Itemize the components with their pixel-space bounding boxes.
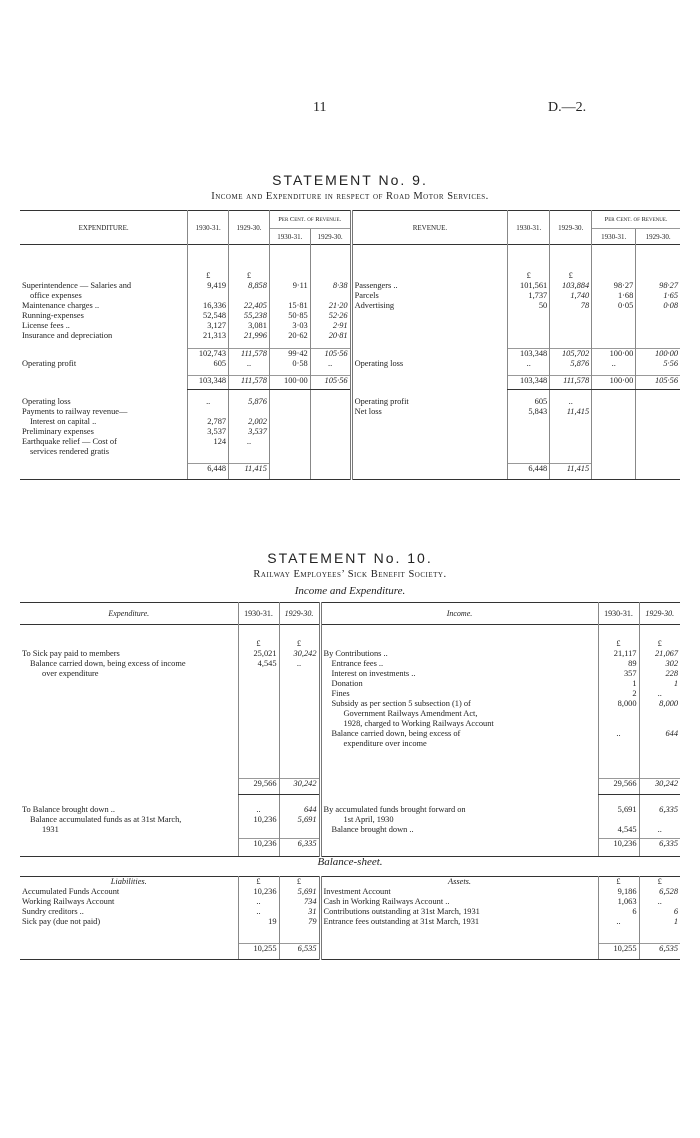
cell-value: 30,242 <box>279 779 320 795</box>
cell-value: .. <box>279 659 320 669</box>
pct-1930-header-right: 1930-31. <box>592 229 636 245</box>
row-label: Parcels <box>351 291 508 301</box>
table-row <box>20 427 680 437</box>
cell-value: 100·00 <box>592 375 636 389</box>
table-row <box>20 659 680 669</box>
total-row <box>20 375 680 389</box>
row-label: Insurance and depreciation <box>22 330 113 340</box>
table-row <box>20 699 680 709</box>
cell-value: 10,236 <box>238 815 279 825</box>
cell-value: 111,578 <box>229 375 270 389</box>
pound-sign: £ <box>188 271 229 281</box>
pound-sign: £ <box>508 271 550 281</box>
year-1929-header-right: 1929-30. <box>550 211 592 245</box>
pound-sign: £ <box>550 271 592 281</box>
row-label: Balance accumulated funds as at 31st March, <box>30 814 182 824</box>
pound-sign: £ <box>598 877 639 888</box>
row-label: Accumulated Funds Account <box>22 887 120 896</box>
row-label: Maintenance charges .. <box>22 300 100 310</box>
cell-value: .. <box>508 359 550 375</box>
pound-sign: £ <box>279 877 320 888</box>
cell-value: 9,419 <box>188 281 229 291</box>
cell-value: 30,242 <box>279 649 320 659</box>
row-label: Government Railways Amendment Act, <box>320 709 598 719</box>
cell-value: 8,000 <box>598 699 639 709</box>
cell-value: 1,737 <box>508 291 550 301</box>
cell-value: 6,535 <box>639 943 680 959</box>
cell-value: 3,537 <box>188 427 229 437</box>
row-label: Operating profit <box>22 359 77 368</box>
row-label: Interest on investments .. <box>320 669 598 679</box>
table-row <box>20 437 680 447</box>
row-label: 1st April, 1930 <box>320 815 598 825</box>
total-row <box>20 779 680 795</box>
row-label: Balance brought down .. <box>320 825 598 839</box>
table-row <box>20 649 680 659</box>
cell-value: .. <box>598 917 639 943</box>
row-label: Donation <box>320 679 598 689</box>
cell-value: 302 <box>639 659 680 669</box>
row-label: Sick pay (due not paid) <box>22 917 101 926</box>
total-row <box>20 839 680 857</box>
row-label: Operating loss <box>351 359 508 375</box>
cell-value: 103,348 <box>508 375 550 389</box>
table-row <box>20 311 680 321</box>
balance-sheet-table <box>20 876 680 960</box>
pct-1930-header: 1930-31. <box>269 229 310 245</box>
cell-value: 5,691 <box>598 805 639 815</box>
cell-value: 103,348 <box>508 349 550 360</box>
table-row <box>20 887 680 897</box>
cell-value: 31 <box>279 907 320 917</box>
cell-value: 25,021 <box>238 649 279 659</box>
income-header: Income. <box>320 603 598 625</box>
cell-value: 9,186 <box>598 887 639 897</box>
pound-sign: £ <box>639 639 680 649</box>
cell-value: 1 <box>598 679 639 689</box>
cell-value: 8,858 <box>229 281 270 291</box>
cell-value: 16,336 <box>188 301 229 311</box>
cell-value: 105·56 <box>310 349 351 360</box>
table-row <box>20 917 680 943</box>
cell-value: 1,740 <box>550 291 592 301</box>
cell-value: 15·81 <box>269 301 310 311</box>
table-row <box>20 321 680 331</box>
statement-10-subtitle: Railway Employees’ Sick Benefit Society. <box>253 569 447 580</box>
cell-value: 50·85 <box>269 311 310 321</box>
pound-sign: £ <box>279 639 320 649</box>
cell-value: 10,236 <box>238 839 279 857</box>
table-row <box>20 407 680 417</box>
cell-value: 2,787 <box>188 417 229 427</box>
row-label: Superintendence — Salaries and <box>22 280 132 290</box>
cell-value: 100·00 <box>592 349 636 360</box>
table-row <box>20 825 680 839</box>
year-1929-header-right: 1929-30. <box>639 603 680 625</box>
table-row <box>20 397 680 407</box>
cell-value: .. <box>639 689 680 699</box>
cell-value: 21,313 <box>188 331 229 349</box>
cell-value: 2,002 <box>229 417 270 427</box>
cell-value: 605 <box>188 359 229 375</box>
row-label: To Sick pay paid to members <box>22 648 120 658</box>
cell-value: 6,448 <box>188 463 229 479</box>
pound-sign: £ <box>598 639 639 649</box>
cell-value: 5·56 <box>636 359 680 375</box>
row-label: License fees .. <box>22 320 70 330</box>
subtotal-row <box>20 349 680 360</box>
cell-value: .. <box>238 805 279 815</box>
assets-header: Assets. <box>320 877 598 888</box>
cell-value: 3,127 <box>188 321 229 331</box>
cell-value: 79 <box>279 917 320 943</box>
cell-value: 6 <box>598 907 639 917</box>
row-label: Interest on capital .. <box>30 417 97 426</box>
cell-value: 124 <box>188 437 229 447</box>
percent-revenue-header-right: Per Cent. of Revenue. <box>592 211 680 229</box>
expenditure-header: EXPENDITURE. <box>78 223 129 232</box>
cell-value: 78 <box>550 301 592 311</box>
statement-9-title: STATEMENT No. 9. <box>272 172 428 188</box>
cell-value: 9·11 <box>269 281 310 291</box>
cell-value: 5,691 <box>279 815 320 825</box>
cell-value: 6,335 <box>639 839 680 857</box>
row-label: By accumulated funds brought forward on <box>320 805 598 815</box>
cell-value: 19 <box>238 917 279 943</box>
cell-value: 98·27 <box>636 281 680 291</box>
cell-value: 99·42 <box>269 349 310 360</box>
table-row <box>20 719 680 729</box>
cell-value: 1,063 <box>598 897 639 907</box>
row-label: Operating loss <box>22 397 71 406</box>
cell-value: 55,238 <box>229 311 270 321</box>
cell-value: 98·27 <box>592 281 636 291</box>
row-label: 1931 <box>42 824 59 834</box>
row-label: Entrance fees outstanding at 31st March, 1931 <box>320 917 598 943</box>
cell-value: 6 <box>639 907 680 917</box>
cell-value: 0·05 <box>592 301 636 311</box>
table-row <box>20 679 680 689</box>
cell-value: 52·26 <box>310 311 351 321</box>
row-label: office expenses <box>30 290 82 300</box>
cell-value: .. <box>229 359 270 375</box>
statement-10-subtitle-2: Income and Expenditure. <box>294 585 406 597</box>
cell-value: 103,884 <box>550 281 592 291</box>
cell-value: .. <box>188 397 229 407</box>
cell-value: 103,348 <box>188 375 229 389</box>
cell-value: 734 <box>279 897 320 907</box>
document-reference: D.—2. <box>548 100 587 115</box>
table-row <box>20 729 680 739</box>
cell-value: 644 <box>639 729 680 739</box>
row-label: Net loss <box>351 407 508 417</box>
cell-value: 3,537 <box>229 427 270 437</box>
expenditure-header: Expenditure. <box>108 608 150 618</box>
table-row <box>20 897 680 907</box>
cell-value: .. <box>639 897 680 907</box>
cell-value: 2·91 <box>310 321 351 331</box>
cell-value: 2 <box>598 689 639 699</box>
cell-value: .. <box>238 897 279 907</box>
row-label: Operating profit <box>351 397 508 407</box>
cell-value: 6,528 <box>639 887 680 897</box>
row-label: To Balance brought down .. <box>22 804 115 814</box>
cell-value: 21·20 <box>310 301 351 311</box>
cell-value: 10,255 <box>238 943 279 959</box>
row-label: Subsidy as per section 5 subsection (1) of <box>320 699 598 709</box>
year-1930-header: 1930-31. <box>188 211 229 245</box>
table-row <box>20 447 680 463</box>
cell-value: 30,242 <box>639 779 680 795</box>
row-label: By Contributions .. <box>320 649 598 659</box>
page-number: 11 <box>313 100 327 115</box>
cell-value: 6,535 <box>279 943 320 959</box>
table-row <box>20 739 680 779</box>
cell-value: 605 <box>508 397 550 407</box>
year-1930-header: 1930-31. <box>238 603 279 625</box>
cell-value: .. <box>639 825 680 839</box>
cell-value: 228 <box>639 669 680 679</box>
cell-value: 11,415 <box>550 407 592 417</box>
year-1929-header: 1929-30. <box>279 603 320 625</box>
cell-value: 102,743 <box>188 349 229 360</box>
cell-value: .. <box>550 397 592 407</box>
cell-value: 11,415 <box>229 463 270 479</box>
cell-value: 5,691 <box>279 887 320 897</box>
balance-sheet-title: Balance-sheet. <box>317 856 383 868</box>
cell-value: 21,067 <box>639 649 680 659</box>
cell-value: 21,996 <box>229 331 270 349</box>
cell-value: .. <box>238 907 279 917</box>
table-row <box>20 417 680 427</box>
row-label: Contributions outstanding at 31st March, 1931 <box>320 907 598 917</box>
percent-revenue-header: Per Cent. of Revenue. <box>269 211 351 229</box>
pound-sign: £ <box>238 639 279 649</box>
table-row <box>20 689 680 699</box>
statement-10-title: STATEMENT No. 10. <box>267 550 433 566</box>
table-row <box>20 669 680 679</box>
year-1930-header-right: 1930-31. <box>598 603 639 625</box>
pound-sign: £ <box>229 271 270 281</box>
statement-9-table <box>20 210 680 480</box>
cell-value: 105·56 <box>310 375 351 389</box>
cell-value: 100·00 <box>269 375 310 389</box>
cell-value: 357 <box>598 669 639 679</box>
row-label: Balance carried down, being excess of income <box>30 658 186 668</box>
cell-value: 50 <box>508 301 550 311</box>
row-label: Working Railways Account <box>22 897 115 906</box>
row-label: Entrance fees .. <box>320 659 598 669</box>
row-label: Fines <box>320 689 598 699</box>
cell-value: 6,335 <box>279 839 320 857</box>
table-row <box>20 709 680 719</box>
pound-sign: £ <box>639 877 680 888</box>
cell-value: 10,236 <box>598 839 639 857</box>
cell-value: 8,000 <box>639 699 680 709</box>
cell-value: 29,566 <box>598 779 639 795</box>
table-row <box>20 331 680 349</box>
cell-value: 5,876 <box>229 397 270 407</box>
pound-sign: £ <box>238 877 279 888</box>
table-row <box>20 359 680 375</box>
cell-value: 10,236 <box>238 887 279 897</box>
table-row <box>20 301 680 311</box>
cell-value: 10,255 <box>598 943 639 959</box>
year-1930-header-right: 1930-31. <box>508 211 550 245</box>
cell-value: 11,415 <box>550 463 592 479</box>
row-label: over expenditure <box>42 668 99 678</box>
row-label: Sundry creditors .. <box>22 907 84 916</box>
cell-value: 52,548 <box>188 311 229 321</box>
revenue-header: REVENUE. <box>351 211 508 245</box>
row-label: Balance carried down, being excess of <box>320 729 598 739</box>
cell-value: 1·68 <box>592 291 636 301</box>
row-label: Running-expenses <box>22 310 84 320</box>
statement-9-subtitle: Income and Expenditure in respect of Road Motor Services. <box>211 191 489 202</box>
row-label: Cash in Working Railways Account .. <box>320 897 598 907</box>
cell-value: 101,561 <box>508 281 550 291</box>
cell-value: 1 <box>639 917 680 943</box>
cell-value: .. <box>598 729 639 739</box>
total-row <box>20 943 680 959</box>
cell-value: .. <box>229 437 270 447</box>
cell-value: 20·62 <box>269 331 310 349</box>
table-row <box>20 815 680 825</box>
cell-value: 105,702 <box>550 349 592 360</box>
cell-value: 111,578 <box>550 375 592 389</box>
cell-value: 100·00 <box>636 349 680 360</box>
table-row <box>20 281 680 291</box>
cell-value: 20·81 <box>310 331 351 349</box>
cell-value: 22,405 <box>229 301 270 311</box>
row-label: Preliminary expenses <box>22 427 94 436</box>
cell-value: .. <box>592 359 636 375</box>
cell-value: 3,081 <box>229 321 270 331</box>
cell-value: 6,335 <box>639 805 680 815</box>
row-label: Earthquake relief — Cost of <box>22 437 117 446</box>
cell-value: 8·38 <box>310 281 351 291</box>
cell-value: 4,545 <box>238 659 279 669</box>
cell-value: 1·65 <box>636 291 680 301</box>
cell-value: 111,578 <box>229 349 270 360</box>
table-row <box>20 907 680 917</box>
cell-value: 0·58 <box>269 359 310 375</box>
cell-value: 89 <box>598 659 639 669</box>
cell-value: 1 <box>639 679 680 689</box>
row-label: Payments to railway revenue— <box>22 407 128 416</box>
cell-value: 21,117 <box>598 649 639 659</box>
row-label: Passengers .. <box>351 281 508 291</box>
total-row <box>20 463 680 479</box>
row-label: 1928, charged to Working Railways Account <box>320 719 598 729</box>
table-row <box>20 805 680 815</box>
cell-value: 0·08 <box>636 301 680 311</box>
row-label: services rendered gratis <box>30 447 110 456</box>
liabilities-header: Liabilities. <box>110 877 147 886</box>
pct-1929-header-right: 1929-30. <box>636 229 680 245</box>
statement-10-table <box>20 602 680 857</box>
cell-value: 3·03 <box>269 321 310 331</box>
cell-value: 6,448 <box>508 463 550 479</box>
cell-value: .. <box>310 359 351 375</box>
table-row <box>20 291 680 301</box>
row-label: expenditure over income <box>320 739 598 779</box>
pct-1929-header: 1929-30. <box>310 229 351 245</box>
cell-value: 5,876 <box>550 359 592 375</box>
cell-value: 105·56 <box>636 375 680 389</box>
cell-value: 29,566 <box>238 779 279 795</box>
cell-value: 644 <box>279 805 320 815</box>
year-1929-header: 1929-30. <box>229 211 270 245</box>
cell-value: 5,843 <box>508 407 550 417</box>
cell-value: 4,545 <box>598 825 639 839</box>
row-label: Advertising <box>351 301 508 311</box>
row-label: Investment Account <box>320 887 598 897</box>
